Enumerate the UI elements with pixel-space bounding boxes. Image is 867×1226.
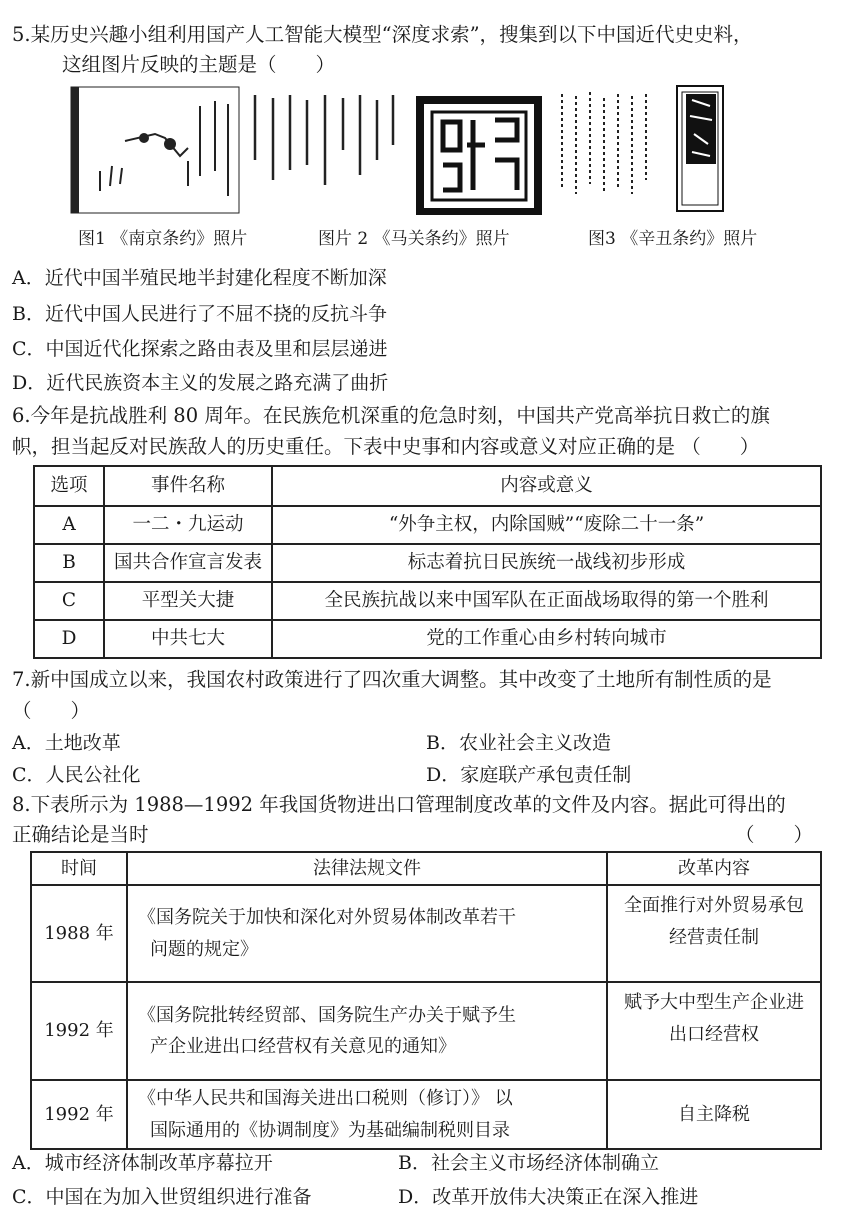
q6-header-event: 事件名称 [104,466,272,506]
q8-row1-document-line1: 《国务院关于加快和深化对外贸易体制改革若干 [138,907,516,928]
q8-row2-document-line2: 产企业进出口经营权有关意见的通知》 [150,1036,456,1057]
q8-option-c[interactable]: C．中国在为加入世贸组织进行准备 [12,1186,312,1208]
q8-row3-document-line2: 国际通用的《协调制度》为基础编制税则目录 [150,1119,510,1141]
q8-row3-content [607,1080,821,1149]
q8-row1-year: 1988 年 [31,885,127,982]
q6-row-b-event: 国共合作宣言发表 [104,544,272,582]
q8-row1-document-line2: 问题的规定》 [150,938,258,960]
q6-table-header [34,466,821,506]
q8-row2-year: 1992 年 [31,982,127,1080]
figure-boxer-protocol-photo [552,84,822,214]
table-row [34,582,821,620]
q8-row1-content-line2: 经营责任制 [669,926,759,948]
q7-option-d[interactable]: D．家庭联产承包责任制 [426,764,632,786]
q5-option-d[interactable]: D．近代民族资本主义的发展之路充满了曲折 [12,372,389,394]
q8-header-document: 法律法规文件 [127,852,607,885]
q8-option-d[interactable]: D．改革开放伟大决策正在深入推进 [398,1186,699,1208]
q8-row3-document-line1: 《中华人民共和国海关进出口税则（修订）》 以 [138,1088,513,1109]
q7-option-a[interactable]: A．土地改革 [12,732,121,754]
q5-option-b[interactable]: B．近代中国人民进行了不屈不挠的反抗斗争 [12,303,387,325]
q8-row3-document [127,1080,607,1149]
caption-figure-1: 图1 《南京条约》照片 [78,229,248,249]
q8-stem-line2: 正确结论是当时 [12,823,149,846]
q8-row3-content-line1: 自主降税 [678,1103,750,1125]
q8-row2-document [127,982,607,1080]
figure-nanjing-treaty-photo [70,86,240,214]
q8-row2-content [607,982,821,1080]
q6-row-d-content: 党的工作重心由乡村转向城市 [272,620,821,658]
table-row [34,544,821,582]
q7-stem-line2: （ ） [12,699,91,722]
q5-option-a[interactable]: A．近代中国半殖民地半封建化程度不断加深 [12,267,387,289]
q6-row-d-event: 中共七大 [104,620,272,658]
q6-row-b-content: 标志着抗日民族统一战线初步形成 [272,544,821,582]
q8-row2-content-line2: 出口经营权 [669,1023,759,1045]
q6-row-a-content: “外争主权，内除国贼”“废除二十一条” [272,506,821,544]
table-row [34,506,821,544]
figure-shimonoseki-treaty-photo [245,90,545,215]
q8-row1-document [127,885,607,982]
q7-option-c[interactable]: C．人民公社化 [12,764,141,786]
q8-table [30,851,822,1150]
q7-option-b[interactable]: B．农业社会主义改造 [426,732,611,754]
q6-header-content: 内容或意义 [272,466,821,506]
q6-table [33,465,822,659]
q8-option-a[interactable]: A．城市经济体制改革序幕拉开 [12,1152,273,1174]
q8-stem-line1: 8.下表所示为 1988—1992 年我国货物进出口管理制度改革的文件及内容。据此可得出的 [12,793,786,816]
q8-header-time: 时间 [31,852,127,885]
q8-table-header [31,852,821,885]
q5-stem-line1: 5.某历史兴趣小组利用国产人工智能大模型“深度求索”，搜集到以下中国近代史史料， [12,23,753,46]
q8-header-content: 改革内容 [607,852,821,885]
q6-row-c-option: C [34,582,104,620]
table-row [31,1080,821,1149]
q6-stem-line1: 6.今年是抗战胜利 80 周年。在民族危机深重的危急时刻，中国共产党高举抗日救亡的旗 [12,404,770,427]
q8-row3-year: 1992 年 [31,1080,127,1149]
table-row [31,885,821,982]
table-row [34,620,821,658]
q6-row-c-content: 全民族抗战以来中国军队在正面战场取得的第一个胜利 [272,582,821,620]
q6-stem-line2: 帜，担当起反对民族敌人的历史重任。下表中史事和内容或意义对应正确的是 （ ） [12,435,760,458]
q6-row-d-option: D [34,620,104,658]
q5-stem-line2: 这组图片反映的主题是（ ） [62,53,336,76]
q8-option-b[interactable]: B．社会主义市场经济体制确立 [398,1152,659,1174]
q5-option-c[interactable]: C．中国近代化探索之路由表及里和层层递进 [12,338,388,360]
q8-answer-bracket: （ ） [735,823,814,846]
q8-row1-content [607,885,821,982]
q6-row-c-event: 平型关大捷 [104,582,272,620]
q7-stem-line1: 7.新中国成立以来，我国农村政策进行了四次重大调整。其中改变了土地所有制性质的是 [12,668,772,691]
q6-row-b-option: B [34,544,104,582]
caption-figure-2: 图片 2 《马关条约》照片 [318,229,510,249]
q8-row2-content-line1: 赋予大中型生产企业进 [624,992,804,1013]
q6-row-a-option: A [34,506,104,544]
q8-row1-content-line1: 全面推行对外贸易承包 [624,895,804,916]
table-row [31,982,821,1080]
q6-header-option: 选项 [34,466,104,506]
q8-row2-document-line1: 《国务院批转经贸部、国务院生产办关于赋予生 [138,1004,516,1026]
caption-figure-3: 图3 《辛丑条约》照片 [588,229,758,249]
q6-row-a-event: 一二・九运动 [104,506,272,544]
